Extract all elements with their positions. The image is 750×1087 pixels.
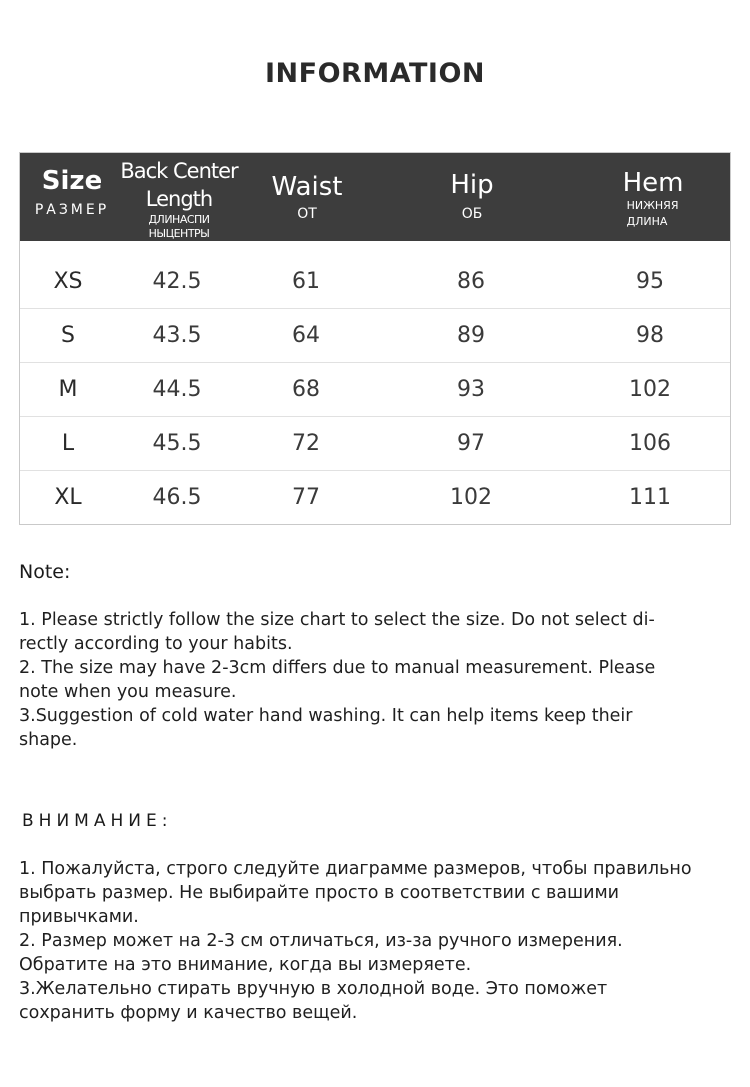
- table-row: [20, 363, 730, 417]
- cell-size: M: [58, 377, 78, 402]
- cell-waist: 72: [292, 431, 320, 456]
- cell-hem: 98: [636, 323, 664, 348]
- note-line: note when you measure.: [19, 682, 237, 702]
- header-hem-label: Hem: [622, 168, 684, 198]
- header-waist-sublabel: ОТ: [297, 206, 317, 222]
- table-row: [20, 417, 730, 471]
- cell-back-center-length: 42.5: [152, 269, 202, 294]
- cell-waist: 77: [292, 485, 320, 510]
- cell-hip: 86: [457, 269, 485, 294]
- note-line: shape.: [19, 730, 78, 750]
- cell-hip: 102: [450, 485, 492, 510]
- note-line: rectly according to your habits.: [19, 634, 293, 654]
- cell-hem: 106: [629, 431, 671, 456]
- attention-line: 3.Желательно стирать вручную в холодной воде. Это поможет: [19, 979, 608, 999]
- attention-line: 2. Размер может на 2-3 см отличаться, из-за ручного измерения.: [19, 931, 623, 951]
- cell-hem: 111: [629, 485, 671, 510]
- cell-back-center-length: 46.5: [152, 485, 202, 510]
- attention-line: 1. Пожалуйста, строго следуйте диаграмме размеров, чтобы правильно: [19, 859, 692, 879]
- note-paragraph: [19, 608, 719, 752]
- header-back-center-sublabel-1: ДЛИНАСПИ: [148, 213, 210, 226]
- attention-heading: ВНИМАНИЕ:: [22, 811, 173, 831]
- cell-size: XL: [54, 485, 82, 510]
- header-hip-sublabel: ОБ: [461, 206, 483, 222]
- cell-hip: 97: [457, 431, 485, 456]
- cell-back-center-length: 45.5: [152, 431, 202, 456]
- attention-line: привычками.: [19, 907, 139, 927]
- header-hip-label: Hip: [450, 170, 494, 200]
- attention-line: Обратите на это внимание, когда вы измеряете.: [19, 955, 472, 975]
- note-heading: Note:: [19, 561, 71, 583]
- page-title: INFORMATION: [264, 58, 485, 89]
- header-size: [35, 153, 109, 241]
- cell-hip: 93: [457, 377, 485, 402]
- cell-hem: 95: [636, 269, 664, 294]
- cell-size: S: [61, 323, 75, 348]
- table-row: [20, 309, 730, 363]
- cell-waist: 64: [292, 323, 320, 348]
- cell-back-center-length: 44.5: [152, 377, 202, 402]
- cell-size: L: [61, 431, 75, 456]
- cell-back-center-length: 43.5: [152, 323, 202, 348]
- table-row: [20, 471, 730, 525]
- header-back-center-label-1: Back Center: [120, 159, 238, 183]
- table-header: [20, 153, 730, 241]
- header-hip: [450, 153, 493, 241]
- note-line: 1. Please strictly follow the size chart to select the size. Do not select di-: [19, 610, 655, 630]
- header-back-center-label-2: Length: [145, 187, 213, 211]
- cell-hip: 89: [457, 323, 485, 348]
- cell-waist: 61: [292, 269, 320, 294]
- header-waist: [272, 153, 343, 241]
- header-hem-sublabel-1: НИЖНЯЯ: [626, 199, 679, 212]
- header-back-center-length: [120, 153, 237, 241]
- header-back-center-sublabel-2: НЫЦЕНТРЫ: [148, 227, 210, 240]
- attention-paragraph: [19, 857, 719, 1025]
- attention-line: сохранить форму и качество вещей.: [19, 1003, 358, 1023]
- header-hem: [623, 153, 684, 241]
- cell-waist: 68: [292, 377, 320, 402]
- note-line: 2. The size may have 2-3cm differs due to manual measurement. Please: [19, 658, 656, 678]
- attention-line: выбрать размер. Не выбирайте просто в соответствии с вашими: [19, 883, 620, 903]
- cell-size: XS: [53, 269, 83, 294]
- header-waist-label: Waist: [271, 172, 343, 202]
- header-hem-sublabel-2: ДЛИНА: [626, 215, 668, 228]
- header-size-label: Size: [41, 166, 103, 196]
- note-line: 3.Suggestion of cold water hand washing. It can help items keep their: [19, 706, 633, 726]
- size-chart-table: [19, 152, 731, 525]
- header-size-sublabel: РАЗМЕР: [34, 202, 110, 218]
- cell-hem: 102: [629, 377, 671, 402]
- table-row: [20, 255, 730, 309]
